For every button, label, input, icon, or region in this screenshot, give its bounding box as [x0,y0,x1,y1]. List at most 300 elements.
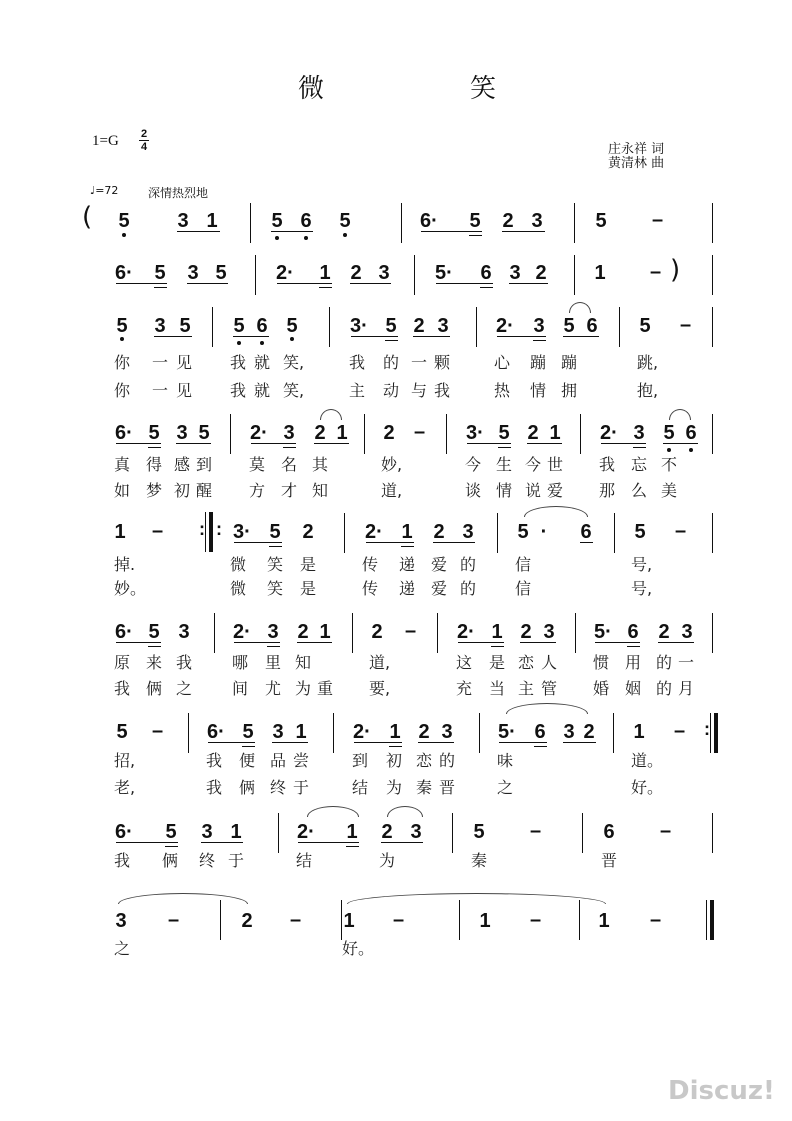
note: 3 [378,262,390,284]
eighth-beam [272,742,308,743]
note: 2 [502,210,514,232]
eighth-beam [297,642,332,643]
barline [344,513,345,553]
sixteenth-beam [401,546,414,547]
sixteenth-beam [346,846,359,847]
lyric: 重 [317,679,334,698]
barline [712,613,713,653]
lyric: 情 [530,381,547,400]
sustain-dash: – [674,720,686,742]
lyric: 原 [114,653,131,672]
note: 6· [115,821,133,843]
note: 1 [319,621,331,643]
lyric: 今 [525,455,542,474]
note: 6· [115,422,133,444]
barline [214,613,215,653]
note: 6· [420,210,438,232]
lyric: 道, [369,653,391,672]
lyric: 的 [383,353,400,372]
low-octave-dot [120,337,124,341]
barline [619,307,620,347]
eighth-beam [458,642,504,643]
lyric: 一 [152,353,169,372]
lyric: 之 [176,679,193,698]
lyric: 就 [254,381,271,400]
lyric: 见 [176,381,193,400]
lyric: 到 [196,455,213,474]
lyric: 恋 [518,653,535,672]
lyric: 才 [281,481,298,500]
lyric: 爱 [431,555,448,574]
sustain-dash: – [168,909,180,931]
low-octave-dot [689,448,693,452]
lyric: 一 [152,381,169,400]
barline [497,513,498,553]
barline [205,512,206,552]
close-paren: ) [670,255,681,285]
sustain-dash: – [650,909,662,931]
low-octave-dot [260,341,264,345]
note: 6 [480,262,492,284]
note: 5 [498,422,510,444]
lyric: 你 [114,381,131,400]
note: 5 [595,210,607,232]
sixteenth-beam [533,340,546,341]
lyric: 我 [206,751,223,770]
sixteenth-beam [627,646,640,647]
note: 1 [343,910,355,932]
note: 3 [201,821,213,843]
sixteenth-beam [269,546,282,547]
lyric: 的 [439,751,456,770]
note: 5 [663,422,675,444]
note: 5 [242,721,254,743]
note: 1 [319,262,331,284]
lyric: 充 [456,679,473,698]
note: 2· [600,422,618,444]
lyric: 见 [176,353,193,372]
lyric: 来 [146,653,163,672]
note: 1 [230,821,242,843]
lyric: 俩 [146,679,163,698]
note: 1 [336,422,348,444]
note: 2 [520,621,532,643]
lyric: 俩 [239,778,256,797]
lyric: 妙, [381,455,403,474]
lyricist-credit: 庄永祥 词 [608,142,665,157]
slur [347,893,606,904]
note: 5 [517,521,529,543]
eighth-beam [418,742,454,743]
note: 5· [435,262,453,284]
lyric: 之 [497,778,514,797]
sustain-dash: – [530,820,542,842]
barline [614,513,615,553]
lyric: 姻 [625,679,642,698]
lyric: 知 [295,653,312,672]
lyric: 为 [295,679,312,698]
eighth-beam [277,283,332,284]
lyric: 传 [362,579,379,598]
lyric: 如 [114,481,131,500]
sustain-dash: – [290,909,302,931]
lyric: 道, [381,481,403,500]
note: 5 [179,315,191,337]
lyric: 谈 [465,481,482,500]
lyric: 情 [496,481,513,500]
lyric: 于 [293,778,310,797]
note: 5 [473,821,485,843]
note: 2· [233,621,251,643]
eighth-beam [381,842,423,843]
lyric: 终 [199,851,216,870]
note: 2· [297,821,315,843]
lyric: 恋 [416,751,433,770]
lyric: 到 [352,751,369,770]
note: 3 [410,821,422,843]
eighth-beam [298,842,359,843]
lyric: 那 [599,481,616,500]
note: 3 [178,621,190,643]
eighth-beam [351,336,398,337]
note: 2· [496,315,514,337]
lyric: 我 [230,381,247,400]
low-octave-dot [290,337,294,341]
lyric: 知 [312,481,329,500]
barline [712,414,713,454]
lyric: 道。 [631,751,664,770]
note: 3 [115,910,127,932]
note: 5 [148,621,160,643]
eighth-beam [520,642,556,643]
lyric: 我 [599,455,616,474]
note: 3 [177,210,189,232]
barline [580,414,581,454]
sixteenth-beam [633,447,646,448]
note: 2· [365,521,383,543]
lyric: 掉. [114,555,136,574]
eighth-beam [601,443,646,444]
time-sig-top: 2 [140,128,148,140]
discuz-watermark: Discuz! [668,1076,775,1106]
note: 2 [433,521,445,543]
note: 1 [549,422,561,444]
note: 2 [381,821,393,843]
lyric: 爱 [431,579,448,598]
lyric: 你 [114,353,131,372]
low-octave-dot [122,233,126,237]
lyric: 便 [239,751,256,770]
sustain-dash: – [652,209,664,231]
barline [230,414,231,454]
note: 1 [114,521,126,543]
lyric: 我 [206,778,223,797]
lyric: 老, [114,778,136,797]
note: 5 [286,315,298,337]
lyric: 笑, [283,353,305,372]
barline [712,307,713,347]
eighth-beam [658,642,694,643]
note: 5 [469,210,481,232]
note: 3 [462,521,474,543]
lyric: 结 [296,851,313,870]
note: 6· [207,721,225,743]
lyric: 说 [525,481,542,500]
sustain-dash: – [660,820,672,842]
barline [333,713,334,753]
barline [414,255,415,295]
sustain-dash: – [152,720,164,742]
eighth-beam [271,231,313,232]
eighth-beam [413,336,450,337]
lyric: 是 [489,653,506,672]
eighth-beam [314,443,349,444]
eighth-beam [580,542,593,543]
note: 2 [383,422,395,444]
barline [188,713,189,753]
lyric: 妙。 [114,579,147,598]
note: 5 [634,521,646,543]
lyric: 间 [232,679,249,698]
lyric: 秦 [471,851,488,870]
note: 5 [215,262,227,284]
lyric: 婚 [593,679,610,698]
note: 1 [346,821,358,843]
sixteenth-beam [148,447,161,448]
lyric: 的 [460,579,477,598]
slur [118,893,248,904]
eighth-beam [116,443,161,444]
lyric: 主 [349,381,366,400]
note: 5· [594,621,612,643]
note: 3 [176,422,188,444]
note: 3 [509,262,521,284]
note: 3 [441,721,453,743]
eighth-beam [233,336,269,337]
note: 6 [256,315,268,337]
lyric: 拥 [561,381,578,400]
note: 2· [353,721,371,743]
lyric: 味 [497,751,514,770]
eighth-beam [433,542,475,543]
lyric: 初 [386,751,403,770]
eighth-beam [563,336,599,337]
sixteenth-beam [165,846,178,847]
barline [278,813,279,853]
lyric: 尝 [293,751,310,770]
note: 1 [206,210,218,232]
note: 3 [543,621,555,643]
eighth-beam [354,742,402,743]
sixteenth-beam [242,746,255,747]
lyric: 递 [399,579,416,598]
sixteenth-beam [154,287,167,288]
lyric: 微 [230,579,247,598]
lyric: 好。 [631,778,664,797]
note: 1 [295,721,307,743]
note: 5 [385,315,397,337]
lyric: 我 [114,679,131,698]
note: 1 [389,721,401,743]
lyric: 秦 [416,778,433,797]
barline [329,307,330,347]
eighth-beam [116,283,167,284]
note: 2 [350,262,362,284]
barline [212,307,213,347]
lyric: 笑, [283,381,305,400]
lyric: 我 [349,353,366,372]
slur [307,806,359,817]
barline [706,900,707,940]
lyric: 晋 [601,851,618,870]
note: 3 [283,422,295,444]
note: 2· [457,621,475,643]
note: 1 [401,521,413,543]
eighth-beam [187,283,228,284]
lyric: 俩 [162,851,179,870]
barline [364,414,365,454]
lyric: 我 [230,353,247,372]
repeat-start-sign: : [199,519,205,539]
lyric: 一 [411,353,428,372]
barline [712,203,713,243]
note: 3· [350,315,368,337]
note: 5 [271,210,283,232]
note: 2 [418,721,430,743]
lyric: 动 [383,381,400,400]
lyric: 初 [174,481,191,500]
slur [569,302,591,313]
note: 5 [148,422,160,444]
sixteenth-beam [385,340,398,341]
note: 2 [297,621,309,643]
lyric: 真 [114,455,131,474]
lyric: 是 [300,555,317,574]
eighth-beam [497,336,546,337]
lyric: 为 [379,851,396,870]
lyric: 招, [114,751,136,770]
note: 6 [685,422,697,444]
eighth-beam [116,642,161,643]
composer-credit: 黄清林 曲 [608,156,665,171]
barline [401,203,402,243]
note: 6· [115,262,133,284]
note: 5 [154,262,166,284]
final-barline [710,900,714,940]
barline [575,613,576,653]
title-char-1: 微 [298,74,325,104]
barline [255,255,256,295]
note: 6 [300,210,312,232]
low-octave-dot [237,341,241,345]
eighth-beam [663,443,698,444]
lyric: 今 [465,455,482,474]
sixteenth-beam [319,287,332,288]
note: 6 [627,621,639,643]
lyric: 醒 [196,481,213,500]
lyric: 递 [399,555,416,574]
lyric: 热 [494,381,511,400]
lyric: 号, [631,555,653,574]
lyric: 梦 [146,481,163,500]
eighth-beam [177,231,220,232]
note: 3· [466,422,484,444]
note: 3 [267,621,279,643]
eighth-beam [201,842,243,843]
sixteenth-beam [469,235,482,236]
note: 3 [531,210,543,232]
barline [712,255,713,295]
sustain-dash: – [530,909,542,931]
key-signature: 1=G [92,133,119,149]
lyric: 管 [541,679,558,698]
eighth-beam [436,283,493,284]
lyric: 是 [300,579,317,598]
lyric: 我 [114,851,131,870]
note: 3 [187,262,199,284]
low-octave-dot [667,448,671,452]
barline [574,255,575,295]
eighth-beam [116,842,178,843]
lyric: 这 [456,653,473,672]
lyric: 的 [656,679,673,698]
note: 5 [339,210,351,232]
sixteenth-beam [491,646,504,647]
note: 5 [118,210,130,232]
lyric: 爱 [547,481,564,500]
note: 6 [603,821,615,843]
barline [352,613,353,653]
tempo-mark: ♩=72 [90,184,119,197]
augmentation-dot: · [540,521,548,543]
eighth-beam [234,542,282,543]
lyric: 忘 [631,455,648,474]
note: 5 [165,821,177,843]
eighth-beam [350,283,391,284]
lyric: 信 [515,579,532,598]
lyric: 心 [494,353,511,372]
lyric: 主 [518,679,535,698]
note: 5 [116,721,128,743]
note: 5 [269,521,281,543]
eighth-beam [527,443,562,444]
lyric: 名 [281,455,298,474]
note: 5 [233,315,245,337]
lyric: 为 [386,778,403,797]
lyric: 世 [547,455,564,474]
lyric: 不 [661,455,678,474]
sixteenth-beam [283,447,296,448]
note: 3 [533,315,545,337]
eighth-beam [421,231,482,232]
sustain-dash: – [675,520,687,542]
note: 3 [681,621,693,643]
sixteenth-beam [148,646,161,647]
eighth-beam [502,231,545,232]
sixteenth-beam [267,646,280,647]
barline [582,813,583,853]
thick-barline [209,512,213,552]
sustain-dash: – [393,909,405,931]
note: 3 [563,721,575,743]
lyric: 颗 [434,353,451,372]
lyric: 月 [678,679,695,698]
lyric: 哪 [232,653,249,672]
lyric: 我 [434,381,451,400]
title-char-2: 笑 [470,74,497,104]
lyric: 里 [265,653,282,672]
lyric: 笑 [267,555,284,574]
